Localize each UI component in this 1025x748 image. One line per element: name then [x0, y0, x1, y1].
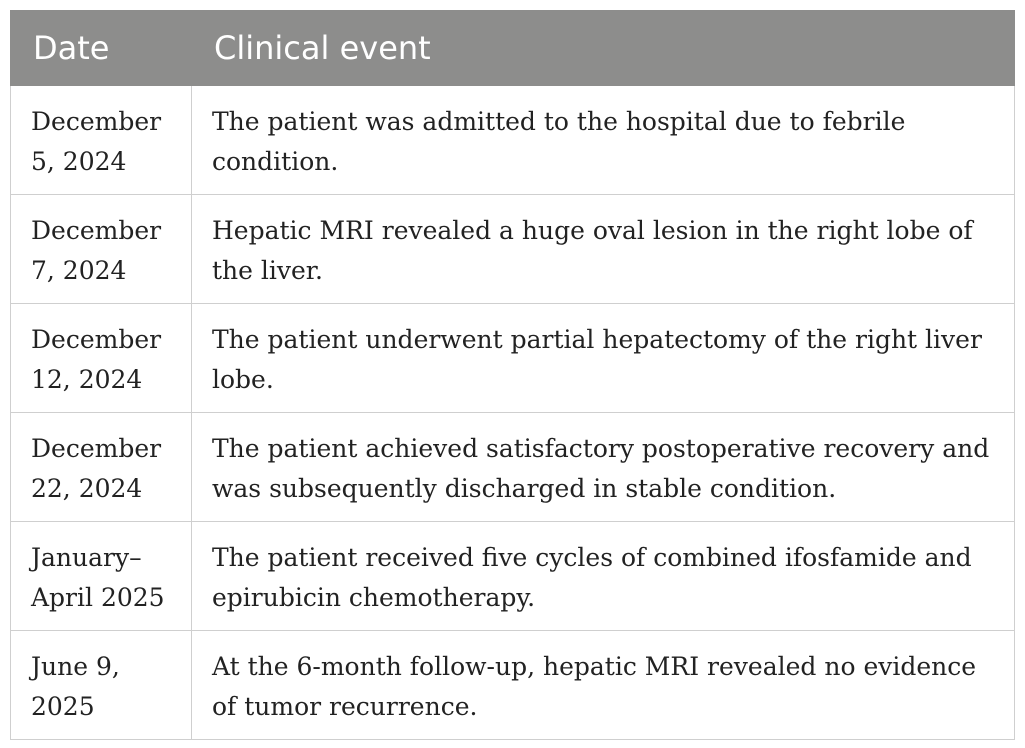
table-row: [11, 413, 1015, 522]
table-header: [11, 11, 1015, 86]
date-cell: December 5, 2024: [11, 86, 192, 195]
date-cell: December 12, 2024: [11, 304, 192, 413]
table-row: [11, 522, 1015, 631]
clinical-timeline-table: [10, 10, 1015, 740]
table-row: [11, 195, 1015, 304]
date-cell: December 7, 2024: [11, 195, 192, 304]
event-cell: The patient was admitted to the hospital due to febrile condition.: [192, 86, 1015, 195]
table-row: [11, 86, 1015, 195]
clinical-event-column-header: Clinical event: [192, 11, 1015, 86]
event-cell: At the 6-month follow-up, hepatic MRI revealed no evidence of tumor recurrence.: [192, 631, 1015, 740]
header-row: [11, 11, 1015, 86]
date-cell: January–April 2025: [11, 522, 192, 631]
table-row: [11, 631, 1015, 740]
date-cell: June 9, 2025: [11, 631, 192, 740]
table-body: [11, 86, 1015, 740]
event-cell: The patient achieved satisfactory postoperative recovery and was subsequently discharged in stable condition.: [192, 413, 1015, 522]
event-cell: The patient underwent partial hepatectomy of the right liver lobe.: [192, 304, 1015, 413]
event-cell: Hepatic MRI revealed a huge oval lesion in the right lobe of the liver.: [192, 195, 1015, 304]
date-column-header: Date: [11, 11, 192, 86]
date-cell: December 22, 2024: [11, 413, 192, 522]
table-row: [11, 304, 1015, 413]
event-cell: The patient received five cycles of combined ifosfamide and epirubicin chemotherapy.: [192, 522, 1015, 631]
